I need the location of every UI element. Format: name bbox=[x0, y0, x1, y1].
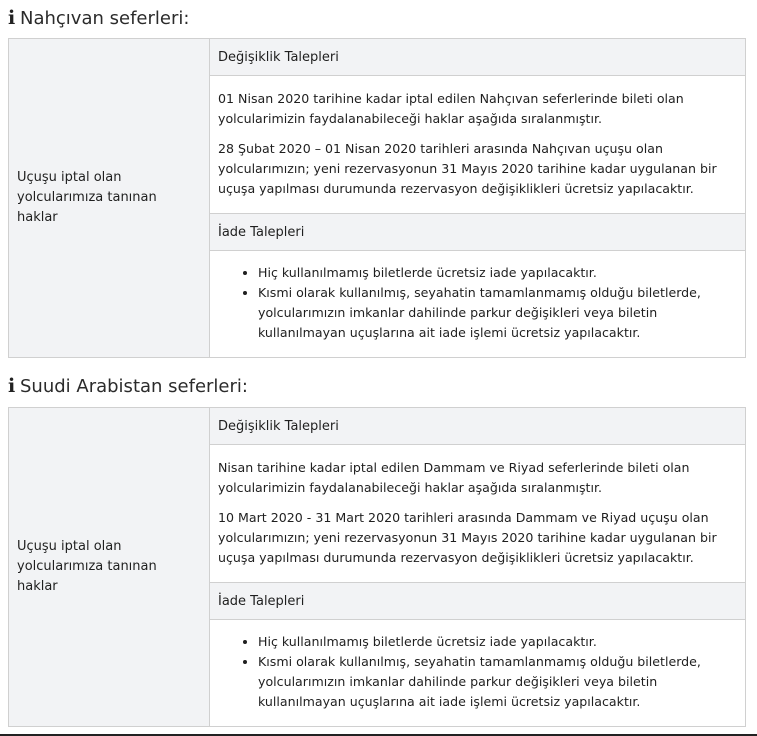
info-icon: i bbox=[8, 374, 16, 397]
affected-passengers-label: Uçuşu iptal olan yolcularımıza tanınan haklar bbox=[9, 39, 210, 358]
section-heading bbox=[8, 374, 248, 398]
list-item: • Hiç kullanılmamış biletlerde ücretsiz iade yapılacaktır. bbox=[258, 263, 737, 283]
refund-requests-body bbox=[210, 251, 746, 358]
refund-requests-header: İade Talepleri bbox=[210, 583, 746, 620]
list-item: • Kısmi olarak kullanılmış, seyahatin tamamlanmamış olduğu biletlerde, yolcularımızın imkanlar dahilinde parkur değişikleri veya biletin kullanılmayan uçuşlarına ait iade işlemi ücretsiz yapılacaktır. bbox=[258, 283, 737, 343]
refund-requests-header: İade Talepleri bbox=[210, 214, 746, 251]
refund-list bbox=[218, 263, 737, 343]
change-requests-header: Değişiklik Talepleri bbox=[210, 39, 746, 76]
refund-list bbox=[218, 632, 737, 712]
rights-table bbox=[8, 407, 746, 727]
refund-requests-body bbox=[210, 620, 746, 727]
change-paragraph: Nisan tarihine kadar iptal edilen Dammam ve Riyad seferlerinde bileti olan yolcularimizin faydalanabileceği haklar aşağıda sıralanmıştır. bbox=[218, 460, 690, 495]
change-paragraph: 10 Mart 2020 - 31 Mart 2020 tarihleri arasında Dammam ve Riyad uçuşu olan yolcularımızın; yeni rezervasyonun 31 Mayıs 2020 tarihine kadar uygulanan bir uçuşa yapılması durumunda rezervasyon değişiklikleri ücretsiz yapılacaktır. bbox=[218, 510, 717, 565]
change-paragraph: 28 Şubat 2020 – 01 Nisan 2020 tarihleri arasında Nahçıvan uçuşu olan yolcularımızın; yeni rezervasyonun 31 Mayıs 2020 tarihine kadar uygulanan bir uçuşa yapılması durumunda rezervasyon değişiklikleri ücretsiz yapılacaktır. bbox=[218, 141, 717, 196]
change-requests-header: Değişiklik Talepleri bbox=[210, 408, 746, 445]
change-paragraph: 01 Nisan 2020 tarihine kadar iptal edilen Nahçıvan seferlerinde bileti olan yolcularimizin faydalanabileceği haklar aşağıda sıralanmıştır. bbox=[218, 91, 684, 126]
list-item: • Hiç kullanılmamış biletlerde ücretsiz iade yapılacaktır. bbox=[258, 632, 737, 652]
info-icon: i bbox=[8, 6, 16, 29]
change-requests-body bbox=[210, 76, 746, 214]
section-heading bbox=[8, 6, 189, 30]
section-heading-text: Nahçıvan seferleri: bbox=[20, 7, 190, 29]
affected-passengers-label: Uçuşu iptal olan yolcularımıza tanınan haklar bbox=[9, 408, 210, 727]
list-item: • Kısmi olarak kullanılmış, seyahatin tamamlanmamış olduğu biletlerde, yolcularımızın imkanlar dahilinde parkur değişikleri veya biletin kullanılmayan uçuşlarına ait iade işlemi ücretsiz yapılacaktır. bbox=[258, 652, 737, 712]
rights-table bbox=[8, 38, 746, 358]
section-heading-text: Suudi Arabistan seferleri: bbox=[20, 375, 248, 397]
change-requests-body bbox=[210, 445, 746, 583]
